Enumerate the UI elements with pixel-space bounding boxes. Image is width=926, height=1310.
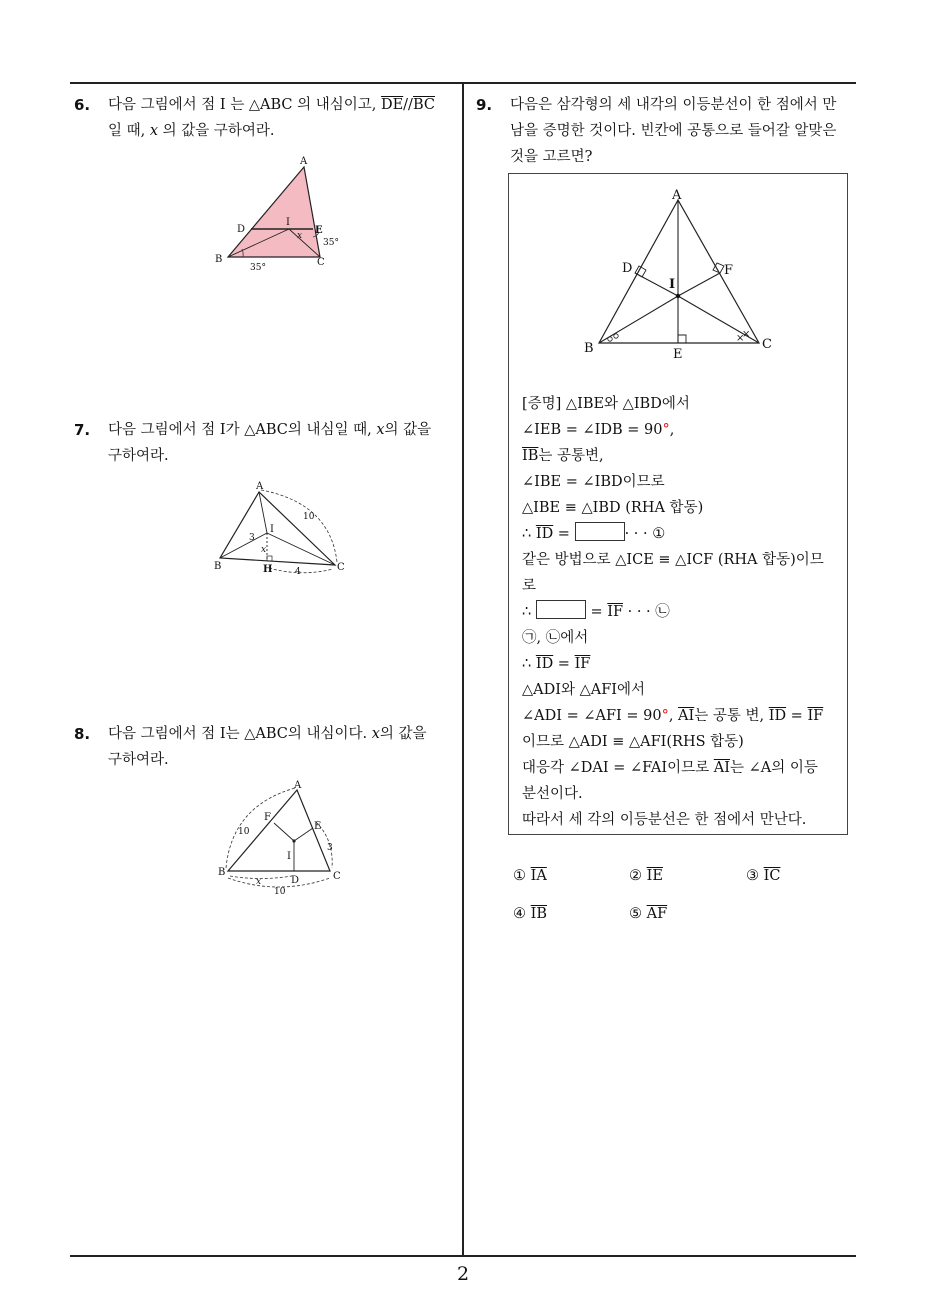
answer-blank-1 — [575, 522, 625, 541]
column-divider — [462, 82, 464, 1256]
proof-line-8 — [522, 573, 844, 599]
angle-mark-cross-2: × — [742, 329, 751, 340]
proof-line-10 — [522, 625, 844, 651]
proof-line-7 — [522, 547, 844, 573]
label-a: A — [672, 188, 682, 203]
text-part: = — [585, 604, 608, 620]
angle-mark-circle-1 — [608, 337, 612, 341]
problem-text — [108, 721, 459, 773]
label-b: B — [218, 867, 226, 878]
text-part: 남을 증명한 것이다. 빈칸에 공통으로 들어갈 알맞은 — [510, 123, 837, 139]
text-part: ∴ — [522, 656, 536, 672]
figure-7 — [205, 478, 355, 576]
text-part: = — [786, 708, 808, 724]
label-e: E — [314, 821, 322, 832]
choice-number: ③ — [746, 868, 759, 884]
text-part: ∴ — [522, 526, 536, 542]
text-part: 다음은 삼각형의 세 내각의 이등분선이 한 점에서 만 — [510, 97, 837, 113]
text-part: 로 — [522, 578, 537, 594]
dashed-arc-bc — [228, 878, 330, 887]
page-number: 2 — [456, 1263, 470, 1285]
triangle-abc — [228, 167, 320, 257]
label-b: B — [584, 341, 594, 356]
label-c: C — [762, 337, 772, 352]
label-c: C — [317, 257, 325, 268]
text-part: = — [553, 656, 575, 672]
incenter-dot — [676, 294, 680, 298]
label-e: E — [315, 225, 323, 236]
text-part: ∠ADI = ∠AFI = 90 — [522, 708, 662, 724]
proof-line-6 — [522, 521, 844, 547]
label-angle-b: 35° — [250, 263, 266, 273]
text-part: 다음 그림에서 점 I는 △ABC의 내심이다. — [108, 726, 372, 742]
text-part: 같은 방법으로 △ICE ≡ △ICF (RHA 합동)이므 — [522, 552, 824, 568]
text-part: 대응각 ∠DAI = ∠FAI이므로 — [522, 760, 714, 776]
label-side-ab: 10 — [238, 827, 250, 837]
text-part: 의 값을 — [384, 422, 432, 438]
text-part: 의 값을 — [379, 726, 427, 742]
segment-ib: $\overline{IB}$ — [522, 448, 539, 464]
segment-ai: $\overline{AI}$ — [678, 708, 695, 724]
text-part: ㉠, ㉡에서 — [522, 630, 589, 646]
right-angle-mark — [267, 556, 272, 561]
text-part: = — [553, 526, 575, 542]
label-ih: 3 — [249, 533, 255, 543]
variable-x: x — [371, 726, 380, 742]
problem-text — [108, 417, 459, 469]
degree-sign: ° — [661, 708, 669, 724]
text-part: · · · ① — [624, 526, 666, 542]
label-side-ac: 10 — [303, 512, 315, 522]
label-h: H — [263, 564, 273, 575]
choice-number: ⑤ — [629, 906, 642, 922]
proof-line-15 — [522, 755, 844, 781]
problem-9 — [476, 92, 861, 170]
label-d: D — [291, 875, 300, 886]
bisector-ci — [267, 533, 335, 565]
dashed-arc-hc — [269, 568, 333, 573]
text-part: 다음 그림에서 점 I가 △ABC의 내심일 때, — [108, 422, 377, 438]
parallel-sign: // — [403, 97, 413, 113]
segment-ai: $\overline{AI}$ — [713, 760, 730, 776]
angle-mark-circle-2 — [614, 334, 618, 338]
label-hc: 4 — [295, 567, 301, 576]
problem-8 — [74, 721, 459, 773]
proof-line-14 — [522, 729, 844, 755]
text-part: 구하여라. — [108, 448, 169, 464]
problem-number: 9. — [476, 96, 493, 114]
segment-ie — [294, 828, 313, 841]
incenter-dot — [292, 839, 295, 842]
label-b: B — [214, 561, 222, 572]
label-d: D — [237, 224, 246, 235]
label-i: I — [286, 217, 290, 228]
label-c: C — [337, 562, 345, 573]
label-x: x — [297, 231, 303, 241]
choice-1[interactable] — [513, 868, 547, 884]
segment-if — [274, 823, 294, 841]
text-part: ∠IBE = ∠IBD이므로 — [522, 474, 665, 490]
proof-line-1 — [522, 391, 844, 417]
text-part: 구하여라. — [108, 752, 169, 768]
text-part: 분선이다. — [522, 786, 583, 802]
text-part: 이므로 △ADI ≡ △AFI(RHS 합동) — [522, 734, 744, 750]
segment-if: $\overline{IF}$ — [807, 708, 824, 724]
choice-3[interactable] — [746, 868, 780, 884]
label-a: A — [294, 780, 302, 791]
text-part: △ADI와 △AFI에서 — [522, 682, 646, 698]
proof-line-16 — [522, 781, 844, 807]
figure-8 — [210, 778, 355, 898]
text-part: , — [668, 708, 679, 724]
text-part: 것을 고르면? — [510, 149, 593, 165]
triangle-abc — [220, 492, 335, 565]
segment-id: $\overline{ID}$ — [535, 526, 554, 542]
text-part: 다음 그림에서 점 I 는 △ABC 의 내심이고, — [108, 97, 381, 113]
proof-line-17 — [522, 807, 844, 833]
label-i: I — [669, 277, 676, 292]
proof-line-12 — [522, 677, 844, 703]
figure-9 — [578, 186, 778, 364]
choice-label: $\overline{AF}$ — [646, 906, 668, 922]
variable-x: x — [376, 422, 385, 438]
text-part: · · · ㉡ — [623, 604, 670, 620]
label-b: B — [215, 254, 223, 265]
problem-number: 8. — [74, 725, 91, 743]
text-part: △IBE ≡ △IBD (RHA 합동) — [522, 500, 704, 516]
label-side-ce: 3 — [327, 843, 333, 853]
label-f: F — [264, 812, 271, 823]
answer-blank-2 — [536, 600, 586, 619]
choice-label: $\overline{IC}$ — [763, 868, 781, 884]
label-i: I — [287, 851, 291, 862]
segment-bc: $\overline{BC}$ — [412, 97, 435, 113]
text-part: 는 공통변, — [538, 448, 604, 464]
proof-line-9 — [522, 599, 844, 625]
proof-line-3 — [522, 443, 844, 469]
text-part: [증명] △IBE와 △IBD에서 — [522, 396, 690, 412]
problem-number: 6. — [74, 96, 91, 114]
figure-6 — [205, 152, 355, 274]
problem-text — [510, 92, 861, 170]
label-d: D — [622, 261, 633, 276]
text-part: ∴ — [522, 604, 536, 620]
label-c: C — [333, 871, 341, 882]
choice-5[interactable] — [629, 906, 667, 922]
text-part: 는 공통 변, — [694, 708, 769, 724]
proof-line-4 — [522, 469, 844, 495]
proof-line-13 — [522, 703, 844, 729]
text-part: , — [669, 422, 675, 438]
proof-line-11 — [522, 651, 844, 677]
text-part: 일 때, — [108, 123, 150, 139]
segment-if — [678, 273, 720, 296]
problem-number: 7. — [74, 421, 91, 439]
bisector-bi — [599, 296, 678, 343]
segment-id: $\overline{ID}$ — [535, 656, 554, 672]
choice-number: ④ — [513, 906, 526, 922]
problem-7 — [74, 417, 459, 469]
text-part: 의 값을 구하여라. — [158, 123, 275, 139]
label-i: I — [270, 524, 274, 535]
choice-2[interactable] — [629, 868, 663, 884]
choice-label: $\overline{IB}$ — [530, 906, 547, 922]
text-part: ∠IEB = ∠IDB = 90 — [522, 422, 663, 438]
segment-if: $\overline{IF}$ — [607, 604, 624, 620]
proof-line-2 — [522, 417, 844, 443]
choice-label: $\overline{IE}$ — [646, 868, 663, 884]
proof-text — [522, 391, 844, 833]
proof-line-5 — [522, 495, 844, 521]
problem-6 — [74, 92, 459, 144]
segment-de: $\overline{DE}$ — [380, 97, 404, 113]
variable-x: x — [149, 123, 159, 139]
label-f: F — [724, 263, 734, 278]
segment-id: $\overline{ID}$ — [768, 708, 787, 724]
choice-number: ② — [629, 868, 642, 884]
segment-if: $\overline{IF}$ — [574, 656, 591, 672]
dashed-arc-ab — [226, 788, 295, 868]
label-side-bc: 10 — [274, 887, 286, 897]
angle-mark-cross-1: × — [736, 333, 745, 344]
choice-number: ① — [513, 868, 526, 884]
label-a: A — [300, 156, 308, 167]
choice-4[interactable] — [513, 906, 547, 922]
label-a: A — [256, 481, 264, 492]
choice-label: $\overline{IA}$ — [530, 868, 547, 884]
right-angle-e — [678, 335, 686, 343]
label-x: x — [261, 545, 267, 555]
degree-sign: ° — [662, 422, 670, 438]
text-part: 는 ∠A의 이등 — [729, 760, 818, 776]
label-angle-e: 35° — [323, 238, 339, 248]
text-part: 따라서 세 각의 이등분선은 한 점에서 만난다. — [522, 812, 807, 828]
label-x: x — [256, 877, 262, 887]
label-e: E — [673, 347, 683, 362]
problem-text — [108, 92, 459, 144]
